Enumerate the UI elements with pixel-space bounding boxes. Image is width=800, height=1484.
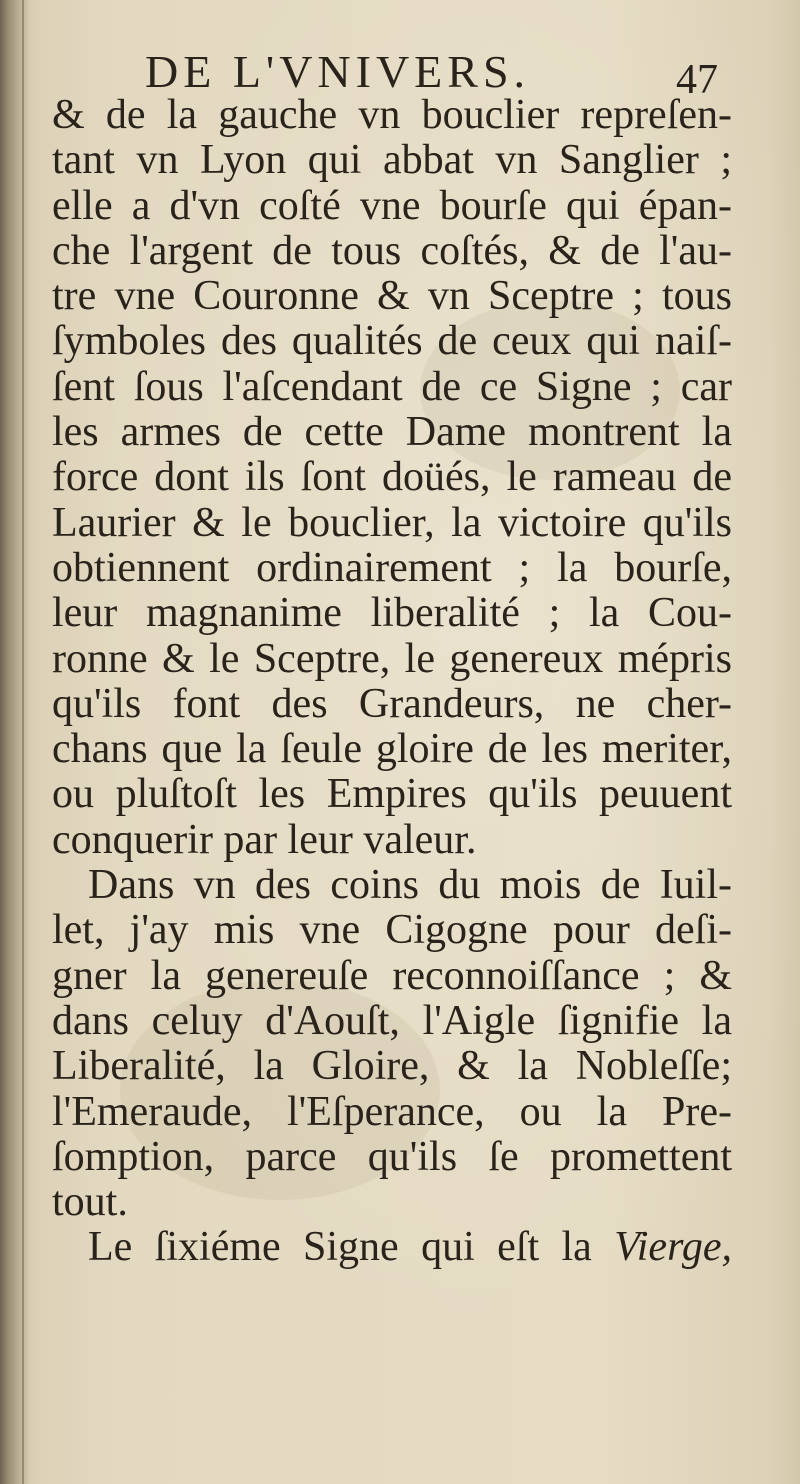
gutter-fold-line	[22, 0, 24, 1484]
text-line: tant vn Lyon qui abbat vn Sanglier ;	[52, 137, 732, 184]
text-line: let, j'ay mis vne Cigogne pour deſi-	[52, 907, 732, 954]
text-line: Liberalité, la Gloire, & la Nobleſſe;	[52, 1043, 732, 1090]
text-line: che l'argent de tous coſtés, & de l'au-	[52, 227, 732, 274]
text-line: dans celuy d'Aouſt, l'Aigle ſignifie la	[52, 997, 732, 1044]
text-line: ſomption, parce qu'ils ſe promettent	[52, 1133, 732, 1180]
line-text: Le ſixiéme Signe qui eſt la	[88, 1224, 615, 1271]
text-line: ronne & le Sceptre, le genereux mépris	[52, 635, 732, 682]
text-line: obtiennent ordinairement ; la bourſe,	[52, 544, 732, 591]
body-text	[32, 93, 732, 1271]
page-number: 47	[676, 57, 718, 103]
text-line: force dont ils ſont doüés, le rameau de	[52, 454, 732, 501]
text-line: gner la genereuſe reconnoiſſance ; &	[52, 952, 732, 999]
text-line: Laurier & le bouclier, la victoire qu'ils	[52, 499, 732, 546]
text-line: ſent ſous l'aſcendant de ce Signe ; car	[52, 363, 732, 410]
text-line: conquerir par leur valeur.	[52, 816, 477, 863]
text-line: l'Emeraude, l'Eſperance, ou la Pre-	[52, 1088, 732, 1135]
text-line: ſymboles des qualités de ceux qui naiſ-	[52, 318, 732, 365]
paragraph-first-line	[32, 1225, 732, 1270]
text-line: tre vne Couronne & vn Sceptre ; tous	[52, 273, 732, 320]
text-line: & de la gauche vn bouclier repreſen-	[52, 92, 732, 138]
paragraph-first-line: Dans vn des coins du mois de Iuil-	[88, 862, 732, 909]
text-line: qu'ils font des Grandeurs, ne cher-	[52, 680, 732, 727]
text-line: ou pluſtoſt les Empires qu'ils peuuent	[52, 771, 732, 818]
text-line: elle a d'vn coſté vne bourſe qui épan-	[52, 182, 732, 229]
running-title: DE L'VNIVERS.	[145, 46, 531, 97]
text-line: les armes de cette Dame montrent la	[52, 409, 732, 456]
text-line: tout.	[52, 1179, 128, 1226]
italic-word: Vierge,	[614, 1224, 732, 1271]
text-line: chans que la ſeule gloire de les meriter,	[52, 726, 732, 773]
text-line: leur magnanime liberalité ; la Cou-	[52, 590, 732, 637]
page-gutter	[0, 0, 30, 1484]
